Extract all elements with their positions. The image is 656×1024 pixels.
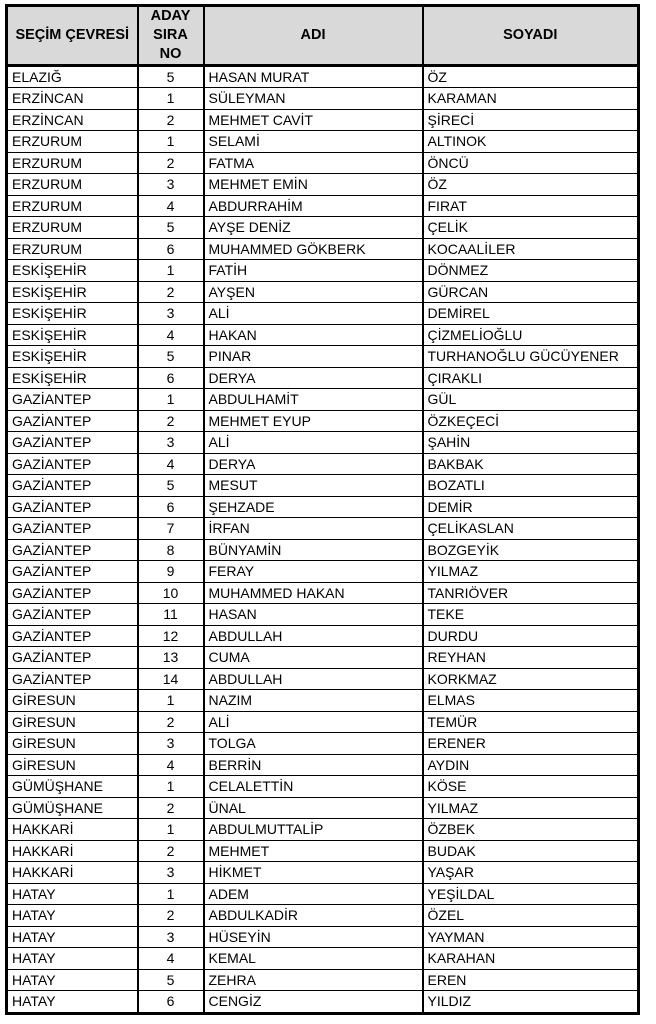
cell-district: GAZİANTEP [7, 453, 138, 475]
cell-first-name: DERYA [204, 367, 423, 389]
cell-order-no: 7 [138, 518, 204, 540]
cell-district: HATAY [7, 948, 138, 970]
cell-first-name: CELALETTİN [204, 776, 423, 798]
cell-first-name: ÜNAL [204, 797, 423, 819]
table-row [7, 948, 639, 970]
cell-first-name: ŞEHZADE [204, 496, 423, 518]
cell-order-no: 3 [138, 303, 204, 325]
cell-last-name: ŞAHİN [423, 432, 639, 454]
cell-first-name: ZEHRA [204, 969, 423, 991]
cell-district: ERZURUM [7, 131, 138, 153]
table-row [7, 647, 639, 669]
cell-order-no: 13 [138, 647, 204, 669]
cell-first-name: MUHAMMED GÖKBERK [204, 238, 423, 260]
cell-order-no: 1 [138, 819, 204, 841]
cell-order-no: 5 [138, 65, 204, 88]
cell-last-name: KARAHAN [423, 948, 639, 970]
cell-last-name: BOZGEYİK [423, 539, 639, 561]
cell-district: ESKİŞEHİR [7, 260, 138, 282]
cell-last-name: BAKBAK [423, 453, 639, 475]
cell-order-no: 1 [138, 883, 204, 905]
cell-last-name: DEMİREL [423, 303, 639, 325]
cell-order-no: 9 [138, 561, 204, 583]
cell-first-name: ALİ [204, 303, 423, 325]
cell-last-name: ÖZBEK [423, 819, 639, 841]
cell-district: GAZİANTEP [7, 432, 138, 454]
cell-district: GAZİANTEP [7, 582, 138, 604]
cell-order-no: 3 [138, 733, 204, 755]
table-row [7, 991, 639, 1014]
cell-district: ESKİŞEHİR [7, 303, 138, 325]
cell-order-no: 1 [138, 131, 204, 153]
cell-order-no: 1 [138, 389, 204, 411]
table-row [7, 152, 639, 174]
cell-order-no: 11 [138, 604, 204, 626]
cell-last-name: TEKE [423, 604, 639, 626]
table-row [7, 260, 639, 282]
table-row [7, 797, 639, 819]
table-row [7, 131, 639, 153]
table-row [7, 410, 639, 432]
table-row [7, 840, 639, 862]
cell-last-name: YAYMAN [423, 926, 639, 948]
cell-last-name: YILDIZ [423, 991, 639, 1014]
cell-order-no: 3 [138, 926, 204, 948]
table-row [7, 969, 639, 991]
cell-order-no: 5 [138, 475, 204, 497]
cell-order-no: 2 [138, 797, 204, 819]
cell-first-name: MEHMET CAVİT [204, 109, 423, 131]
table-row [7, 303, 639, 325]
cell-first-name: ABDULMUTTALİP [204, 819, 423, 841]
cell-first-name: MEHMET EMİN [204, 174, 423, 196]
table-row [7, 88, 639, 110]
cell-first-name: FERAY [204, 561, 423, 583]
cell-last-name: REYHAN [423, 647, 639, 669]
cell-first-name: MESUT [204, 475, 423, 497]
cell-first-name: BÜNYAMİN [204, 539, 423, 561]
table-row [7, 625, 639, 647]
cell-order-no: 8 [138, 539, 204, 561]
cell-order-no: 6 [138, 991, 204, 1014]
cell-district: ERZİNCAN [7, 88, 138, 110]
cell-order-no: 6 [138, 367, 204, 389]
cell-district: HATAY [7, 926, 138, 948]
cell-district: GAZİANTEP [7, 496, 138, 518]
cell-last-name: BUDAK [423, 840, 639, 862]
candidate-table [5, 4, 640, 1015]
cell-order-no: 6 [138, 238, 204, 260]
cell-first-name: ABDULLAH [204, 668, 423, 690]
table-row [7, 109, 639, 131]
cell-first-name: HİKMET [204, 862, 423, 884]
cell-district: ESKİŞEHİR [7, 324, 138, 346]
cell-last-name: YEŞİLDAL [423, 883, 639, 905]
cell-district: ESKİŞEHİR [7, 281, 138, 303]
table-row [7, 668, 639, 690]
cell-district: GAZİANTEP [7, 647, 138, 669]
column-header-last-name: SOYADI [423, 6, 639, 66]
cell-first-name: BERRİN [204, 754, 423, 776]
table-row [7, 174, 639, 196]
cell-first-name: HASAN MURAT [204, 65, 423, 88]
cell-first-name: ABDULLAH [204, 625, 423, 647]
cell-order-no: 4 [138, 754, 204, 776]
cell-first-name: HASAN [204, 604, 423, 626]
cell-order-no: 1 [138, 88, 204, 110]
cell-district: ERZİNCAN [7, 109, 138, 131]
cell-district: GAZİANTEP [7, 625, 138, 647]
table-row [7, 776, 639, 798]
cell-last-name: DEMİR [423, 496, 639, 518]
table-row [7, 733, 639, 755]
cell-order-no: 14 [138, 668, 204, 690]
cell-order-no: 1 [138, 776, 204, 798]
cell-first-name: CUMA [204, 647, 423, 669]
cell-last-name: AYDIN [423, 754, 639, 776]
table-row [7, 711, 639, 733]
table-row [7, 539, 639, 561]
cell-district: GİRESUN [7, 711, 138, 733]
cell-last-name: TEMÜR [423, 711, 639, 733]
table-row [7, 367, 639, 389]
cell-first-name: ABDULKADİR [204, 905, 423, 927]
cell-order-no: 3 [138, 862, 204, 884]
cell-first-name: ALİ [204, 432, 423, 454]
cell-first-name: FATMA [204, 152, 423, 174]
cell-district: ERZURUM [7, 195, 138, 217]
table-row [7, 281, 639, 303]
cell-district: GAZİANTEP [7, 389, 138, 411]
table-row [7, 65, 639, 88]
cell-last-name: ALTINOK [423, 131, 639, 153]
cell-district: ERZURUM [7, 217, 138, 239]
table-row [7, 389, 639, 411]
cell-order-no: 12 [138, 625, 204, 647]
cell-last-name: ÖNCÜ [423, 152, 639, 174]
cell-first-name: ADEM [204, 883, 423, 905]
cell-order-no: 2 [138, 410, 204, 432]
cell-district: GAZİANTEP [7, 604, 138, 626]
cell-district: GAZİANTEP [7, 410, 138, 432]
cell-first-name: İRFAN [204, 518, 423, 540]
table-row [7, 346, 639, 368]
cell-order-no: 3 [138, 432, 204, 454]
cell-order-no: 4 [138, 324, 204, 346]
column-header-order-no: ADAY SIRA NO [138, 6, 204, 66]
cell-order-no: 3 [138, 174, 204, 196]
cell-first-name: ABDURRAHİM [204, 195, 423, 217]
column-header-first-name: ADI [204, 6, 423, 66]
cell-last-name: DÖNMEZ [423, 260, 639, 282]
cell-district: ESKİŞEHİR [7, 367, 138, 389]
cell-last-name: KOCAALİLER [423, 238, 639, 260]
cell-last-name: YILMAZ [423, 797, 639, 819]
cell-first-name: MEHMET [204, 840, 423, 862]
cell-district: GÜMÜŞHANE [7, 776, 138, 798]
cell-last-name: TANRIÖVER [423, 582, 639, 604]
table-row [7, 475, 639, 497]
cell-first-name: KEMAL [204, 948, 423, 970]
cell-district: ERZURUM [7, 152, 138, 174]
cell-last-name: ÖZ [423, 174, 639, 196]
table-row [7, 604, 639, 626]
cell-order-no: 6 [138, 496, 204, 518]
cell-first-name: ALİ [204, 711, 423, 733]
table-row [7, 905, 639, 927]
cell-district: HATAY [7, 905, 138, 927]
cell-last-name: DURDU [423, 625, 639, 647]
cell-last-name: ÖZEL [423, 905, 639, 927]
cell-first-name: NAZIM [204, 690, 423, 712]
cell-order-no: 2 [138, 840, 204, 862]
cell-district: GİRESUN [7, 690, 138, 712]
cell-district: HAKKARİ [7, 819, 138, 841]
cell-last-name: ÖZKEÇECİ [423, 410, 639, 432]
cell-district: ERZURUM [7, 174, 138, 196]
cell-order-no: 2 [138, 109, 204, 131]
cell-first-name: FATİH [204, 260, 423, 282]
table-row [7, 453, 639, 475]
cell-last-name: ÇIRAKLI [423, 367, 639, 389]
cell-order-no: 4 [138, 948, 204, 970]
cell-district: ESKİŞEHİR [7, 346, 138, 368]
cell-last-name: GÜRCAN [423, 281, 639, 303]
cell-last-name: ÇELİKASLAN [423, 518, 639, 540]
cell-last-name: GÜL [423, 389, 639, 411]
table-row [7, 754, 639, 776]
cell-last-name: KORKMAZ [423, 668, 639, 690]
cell-first-name: HAKAN [204, 324, 423, 346]
cell-last-name: TURHANOĞLU GÜCÜYENER [423, 346, 639, 368]
cell-last-name: ÖZ [423, 65, 639, 88]
cell-district: GÜMÜŞHANE [7, 797, 138, 819]
table-row [7, 883, 639, 905]
cell-order-no: 5 [138, 217, 204, 239]
cell-district: HATAY [7, 991, 138, 1014]
cell-first-name: SÜLEYMAN [204, 88, 423, 110]
cell-order-no: 2 [138, 711, 204, 733]
cell-first-name: MEHMET EYUP [204, 410, 423, 432]
cell-district: ERZURUM [7, 238, 138, 260]
cell-first-name: TOLGA [204, 733, 423, 755]
cell-order-no: 2 [138, 152, 204, 174]
cell-order-no: 2 [138, 281, 204, 303]
table-row [7, 518, 639, 540]
cell-last-name: ELMAS [423, 690, 639, 712]
cell-first-name: SELAMİ [204, 131, 423, 153]
table-row [7, 238, 639, 260]
cell-last-name: KARAMAN [423, 88, 639, 110]
cell-district: HATAY [7, 883, 138, 905]
header-row [7, 6, 639, 66]
cell-first-name: AYŞE DENİZ [204, 217, 423, 239]
cell-last-name: ÇİZMELİOĞLU [423, 324, 639, 346]
cell-last-name: FIRAT [423, 195, 639, 217]
cell-district: GAZİANTEP [7, 475, 138, 497]
cell-last-name: YILMAZ [423, 561, 639, 583]
cell-order-no: 5 [138, 346, 204, 368]
cell-first-name: MUHAMMED HAKAN [204, 582, 423, 604]
table-row [7, 926, 639, 948]
cell-district: GAZİANTEP [7, 539, 138, 561]
cell-order-no: 5 [138, 969, 204, 991]
cell-district: HAKKARİ [7, 862, 138, 884]
table-row [7, 690, 639, 712]
cell-district: GİRESUN [7, 733, 138, 755]
table-row [7, 819, 639, 841]
cell-order-no: 10 [138, 582, 204, 604]
cell-district: GAZİANTEP [7, 518, 138, 540]
cell-district: ELAZIĞ [7, 65, 138, 88]
cell-last-name: BOZATLI [423, 475, 639, 497]
cell-first-name: CENGİZ [204, 991, 423, 1014]
cell-order-no: 2 [138, 905, 204, 927]
cell-district: HAKKARİ [7, 840, 138, 862]
cell-first-name: PINAR [204, 346, 423, 368]
table-row [7, 582, 639, 604]
cell-first-name: DERYA [204, 453, 423, 475]
cell-district: GİRESUN [7, 754, 138, 776]
table-row [7, 561, 639, 583]
cell-district: GAZİANTEP [7, 561, 138, 583]
table-row [7, 217, 639, 239]
table-row [7, 324, 639, 346]
cell-last-name: ŞİRECİ [423, 109, 639, 131]
cell-district: GAZİANTEP [7, 668, 138, 690]
table-body [7, 65, 639, 1013]
cell-first-name: AYŞEN [204, 281, 423, 303]
cell-last-name: ERENER [423, 733, 639, 755]
cell-order-no: 4 [138, 453, 204, 475]
table-row [7, 862, 639, 884]
cell-order-no: 4 [138, 195, 204, 217]
cell-district: HATAY [7, 969, 138, 991]
column-header-district: SEÇİM ÇEVRESİ [7, 6, 138, 66]
cell-order-no: 1 [138, 260, 204, 282]
cell-last-name: YAŞAR [423, 862, 639, 884]
table-row [7, 432, 639, 454]
cell-first-name: HÜSEYİN [204, 926, 423, 948]
cell-last-name: EREN [423, 969, 639, 991]
table-row [7, 496, 639, 518]
cell-order-no: 1 [138, 690, 204, 712]
cell-last-name: ÇELİK [423, 217, 639, 239]
cell-first-name: ABDULHAMİT [204, 389, 423, 411]
cell-last-name: KÖSE [423, 776, 639, 798]
table-row [7, 195, 639, 217]
